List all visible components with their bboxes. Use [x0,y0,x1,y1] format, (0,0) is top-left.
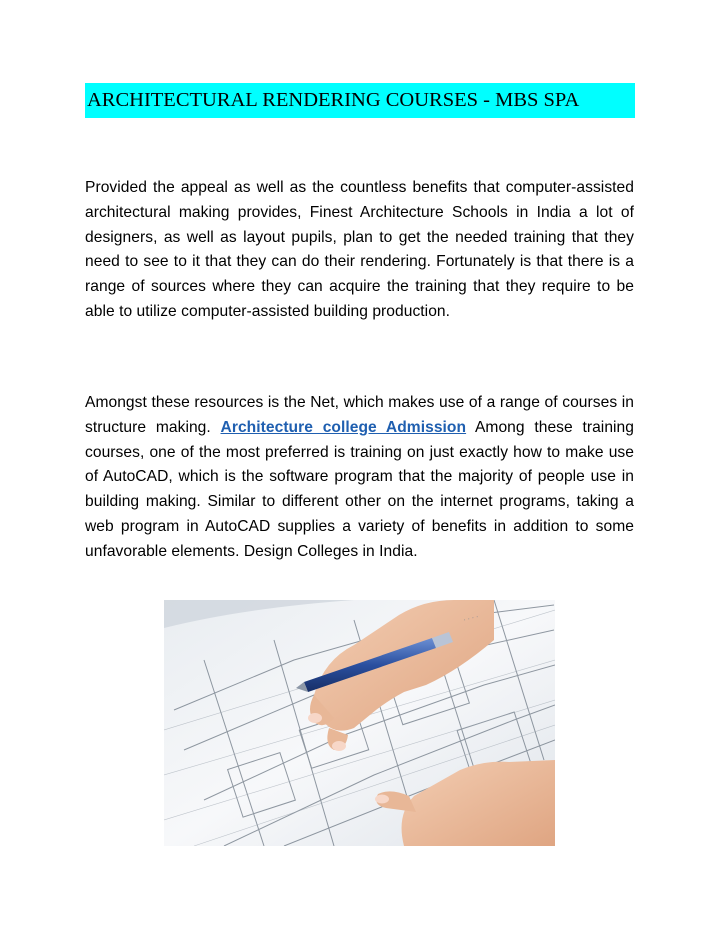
blueprint-photo [164,600,555,846]
svg-text:· · · ·: · · · · [462,613,480,624]
architecture-admission-link[interactable]: Architecture college Admission [220,418,467,436]
page-title: ARCHITECTURAL RENDERING COURSES - MBS SPA [87,89,580,111]
paragraph-resources [85,391,634,565]
paragraph-intro: Provided the appeal as well as the countless benefits that computer-assisted architectural making provides, Finest Architecture Schools in India a lot of designers, as well as layout pupils, plan to get the needed training that they need to see to it that they can do their rendering. Fortunately is that there is a range of sources where they can acquire the training that they require to be able to utilize computer-assisted building production. [85,179,634,320]
paragraph-text-after-link: Among these training courses, one of the most preferred is training on just exactly how to make use of AutoCAD, which is the software program that the majority of people use in building making. Similar to different other on the internet programs, taking a web program in AutoCAD supplies a variety of benefits in addition to some unfavorable elements. Design Colleges in India. [85,418,635,560]
paragraph-text-before-link: Amongst these resources is the Net, which makes use of a range of courses in structure making. [85,394,634,436]
